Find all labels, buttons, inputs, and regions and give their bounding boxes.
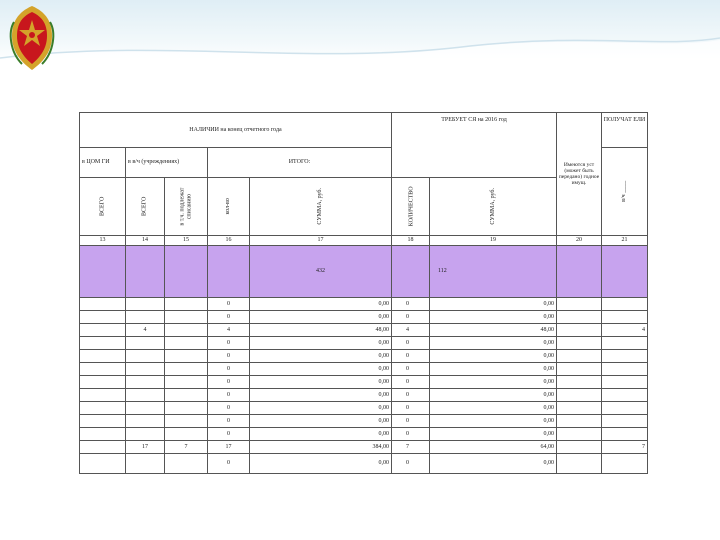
units-header: в в/ч (учреждениях) <box>126 148 208 178</box>
cell: 0,00 <box>430 350 557 363</box>
cell: 0,00 <box>250 311 392 324</box>
cell <box>602 350 648 363</box>
cell: 64,00 <box>430 441 557 454</box>
cell <box>557 311 602 324</box>
table-row <box>80 298 648 311</box>
cell: 384,00 <box>250 441 392 454</box>
col-num: 15 <box>165 236 208 246</box>
col-num: 21 <box>602 236 648 246</box>
table-row <box>80 363 648 376</box>
cell <box>602 298 648 311</box>
cell <box>80 441 126 454</box>
cell <box>557 298 602 311</box>
cell: 4 <box>602 324 648 337</box>
table-row <box>80 441 648 454</box>
cell <box>602 428 648 441</box>
cell <box>165 415 208 428</box>
cell: 0,00 <box>430 337 557 350</box>
cell: 0 <box>392 428 430 441</box>
cell: 0,00 <box>430 376 557 389</box>
cell <box>557 415 602 428</box>
cell: 17 <box>208 441 250 454</box>
cell: 0,00 <box>250 337 392 350</box>
cell <box>557 376 602 389</box>
col-num: 18 <box>392 236 430 246</box>
cell <box>126 389 165 402</box>
cell: 0,00 <box>430 389 557 402</box>
cell <box>126 415 165 428</box>
cell: 0,00 <box>250 350 392 363</box>
cell <box>602 389 648 402</box>
cell: 0,00 <box>430 363 557 376</box>
cell: 0,00 <box>250 389 392 402</box>
cell <box>602 415 648 428</box>
report-table <box>79 112 648 474</box>
cell: 0,00 <box>250 454 392 474</box>
itogo-header: ИТОГО: <box>208 148 392 178</box>
cell: 0 <box>208 415 250 428</box>
cell: 0,00 <box>250 298 392 311</box>
cell: 0 <box>392 402 430 415</box>
cell <box>80 428 126 441</box>
cell <box>80 376 126 389</box>
cell <box>80 311 126 324</box>
cell <box>80 350 126 363</box>
col-num: 13 <box>80 236 126 246</box>
table-row <box>80 428 648 441</box>
col-num: 14 <box>126 236 165 246</box>
cell: 0 <box>392 376 430 389</box>
cell: 0,00 <box>250 402 392 415</box>
cell: 0 <box>392 350 430 363</box>
cell: 0 <box>208 402 250 415</box>
cell: 0,00 <box>430 311 557 324</box>
cell: 7 <box>602 441 648 454</box>
sum-header: СУММА, руб. <box>430 178 557 236</box>
highlight-row <box>80 246 648 298</box>
cell: 0 <box>392 311 430 324</box>
table-row <box>80 376 648 389</box>
cell: 48,00 <box>430 324 557 337</box>
cell: 0 <box>208 363 250 376</box>
all-header-1: ВСЕГО <box>80 178 126 236</box>
cell <box>80 337 126 350</box>
cell <box>126 311 165 324</box>
column-numbers-row <box>80 236 648 246</box>
cell: 7 <box>165 441 208 454</box>
cell: 4 <box>126 324 165 337</box>
cell: 0,00 <box>430 415 557 428</box>
cell: 0,00 <box>430 298 557 311</box>
table-row <box>80 324 648 337</box>
cell <box>126 298 165 311</box>
cell: 4 <box>208 324 250 337</box>
summa-header: СУММА, руб. <box>250 178 392 236</box>
table-row <box>80 389 648 402</box>
table-row <box>80 402 648 415</box>
col-num: 19 <box>430 236 557 246</box>
table-row <box>80 311 648 324</box>
cell: 0 <box>208 389 250 402</box>
cell <box>557 441 602 454</box>
cell <box>80 298 126 311</box>
cell: 7 <box>392 441 430 454</box>
cell: 0 <box>392 298 430 311</box>
cell <box>165 376 208 389</box>
cell <box>80 415 126 428</box>
cell <box>557 324 602 337</box>
cell <box>126 337 165 350</box>
kolvo-header: кол-во <box>208 178 250 236</box>
cell: 0 <box>392 454 430 474</box>
cell <box>557 428 602 441</box>
cell: 0 <box>392 415 430 428</box>
cell <box>165 363 208 376</box>
presence-title: НАЛИЧИИ на конец отчетного года <box>80 113 392 148</box>
cell <box>165 350 208 363</box>
cell <box>602 311 648 324</box>
cell <box>165 402 208 415</box>
cell: 0,00 <box>250 376 392 389</box>
cell <box>165 324 208 337</box>
col-num: 17 <box>250 236 392 246</box>
cell: 0,00 <box>250 363 392 376</box>
transfer-note: Имеются уст (может быть передано) годное имущ. <box>557 113 602 236</box>
cell: 0 <box>208 428 250 441</box>
table-row-last <box>80 454 648 474</box>
cell: 0 <box>208 311 250 324</box>
cell <box>165 298 208 311</box>
cell <box>165 428 208 441</box>
military-emblem-icon <box>4 2 60 74</box>
cell: 17 <box>126 441 165 454</box>
cell <box>557 402 602 415</box>
cell <box>80 363 126 376</box>
cell <box>126 350 165 363</box>
cell <box>80 389 126 402</box>
cell: 0 <box>208 298 250 311</box>
header-band <box>0 0 720 62</box>
cell <box>602 376 648 389</box>
col-num: 16 <box>208 236 250 246</box>
cell: 0 <box>208 454 250 474</box>
cell: 0,00 <box>430 402 557 415</box>
table-row <box>80 350 648 363</box>
cell <box>165 311 208 324</box>
cell <box>557 337 602 350</box>
cell <box>557 389 602 402</box>
highlight-sum-19: 112 <box>430 246 557 298</box>
highlight-sum-17: 432 <box>250 246 392 298</box>
cell <box>602 337 648 350</box>
cell: 0,00 <box>250 415 392 428</box>
cell: 48,00 <box>250 324 392 337</box>
cell: 0 <box>208 350 250 363</box>
cell: 0,00 <box>250 428 392 441</box>
all-header-2: ВСЕГО <box>126 178 165 236</box>
cell <box>126 363 165 376</box>
cell <box>126 428 165 441</box>
incl-header: в т.ч. подлежат списанию <box>165 178 208 236</box>
table-row <box>80 337 648 350</box>
cell: 0,00 <box>430 428 557 441</box>
cell <box>126 376 165 389</box>
required-title: ТРЕБУЕТ СЯ на 2016 год <box>392 113 557 178</box>
header-wave <box>0 30 720 70</box>
cell <box>602 402 648 415</box>
cell: 4 <box>392 324 430 337</box>
received-title: ПОЛУЧАТ ЕЛИ <box>602 113 648 148</box>
cell: 0 <box>392 389 430 402</box>
col-num: 20 <box>557 236 602 246</box>
qty-header: КОЛИЧЕСТВО <box>392 178 430 236</box>
cell: 0 <box>392 363 430 376</box>
cell: 0 <box>208 376 250 389</box>
cell: 0 <box>208 337 250 350</box>
cell <box>165 337 208 350</box>
cell <box>602 363 648 376</box>
cell: 0 <box>392 337 430 350</box>
cell <box>165 389 208 402</box>
cell <box>557 350 602 363</box>
cell <box>80 402 126 415</box>
table-row <box>80 415 648 428</box>
cgmi-header: в ЦОМ ГИ <box>80 148 126 178</box>
cell <box>80 324 126 337</box>
cell <box>126 402 165 415</box>
cell <box>557 363 602 376</box>
vch-header: в/ч ____ <box>602 148 648 236</box>
cell: 0,00 <box>430 454 557 474</box>
